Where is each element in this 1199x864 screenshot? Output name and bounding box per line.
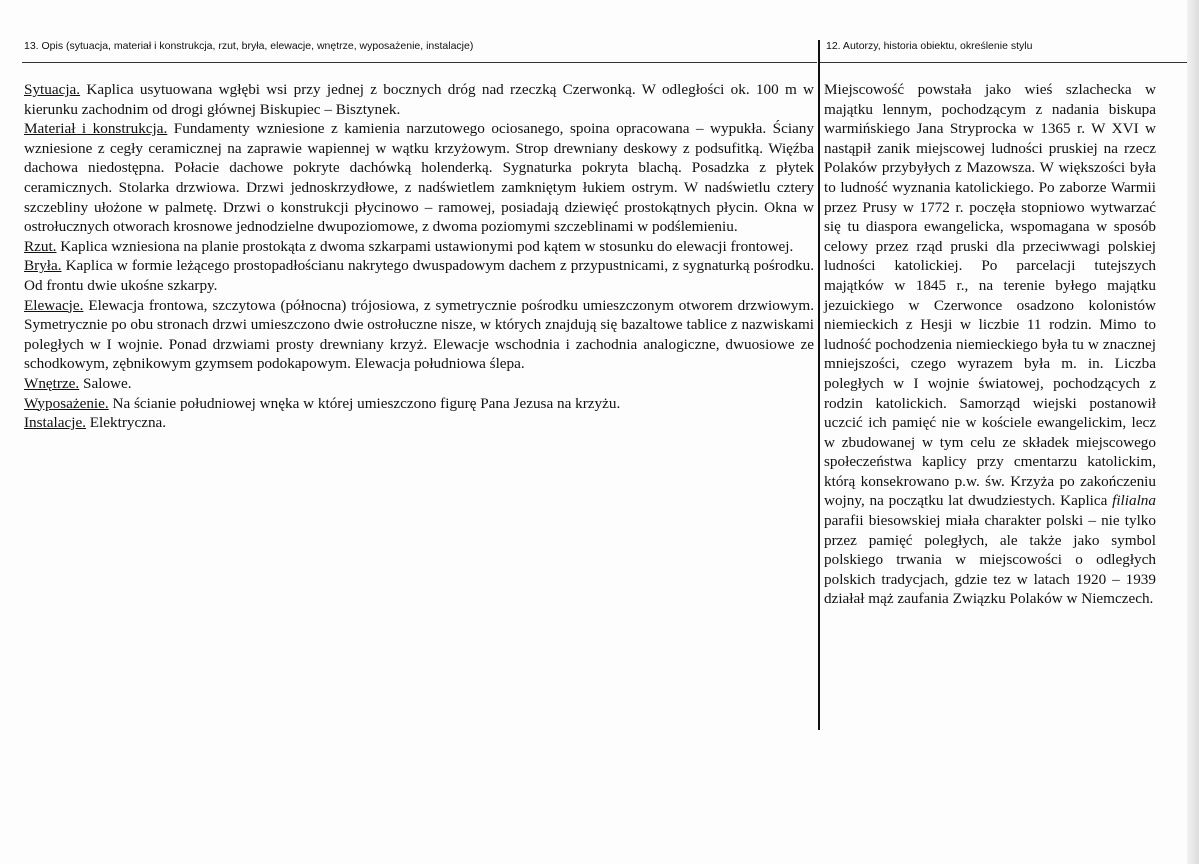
paragraph-instalacje <box>24 413 814 433</box>
paragraph-sytuacja <box>24 80 814 119</box>
paragraph-rzut <box>24 237 814 257</box>
text-elewacje: Elewacja frontowa, szczytowa (północna) trójosiowa, z symetrycznie pośrodku umieszczonym otworem drzwiowym. Symetrycznie po obu stronach drzwi umieszczono dwie ostrołuczne nisze, w których znajdują się bazaltowe tablice z nazwiskami poległych w I wojnie. Ponad drzwiami prosty drewniany krzyż. Elewacje wschodnia i zachodnia analogiczne, dwuosiowe ze schodkowym, zębnikowym gzymsem podokapowym. Elewacja południowa ślepa. <box>24 296 814 373</box>
text-wnetrze: Salowe. <box>79 374 132 392</box>
paragraph-wnetrze <box>24 374 814 394</box>
page-edge-shadow <box>1187 0 1199 864</box>
heading-instalacje: Instalacje. <box>24 414 86 432</box>
heading-material: Materiał i konstrukcja. <box>24 120 168 138</box>
history-column-header: 12. Autorzy, historia obiektu, określenie stylu <box>826 40 1033 52</box>
column-divider <box>818 40 820 730</box>
header-rule-right <box>820 62 1187 63</box>
text-instalacje: Elektryczna. <box>85 414 167 432</box>
text-bryla: Kaplica w formie leżącego prostopadłościanu nakrytego dwuspadowym dachem z przypustnicami, z sygnaturką pośrodku. Od frontu dwie ukośne szkarpy. <box>24 257 814 294</box>
heading-elewacje: Elewacje. <box>24 296 84 314</box>
history-text <box>824 80 1156 609</box>
paragraph-wyposazenie <box>24 394 814 414</box>
paragraph-material <box>24 119 814 237</box>
paragraph-bryla <box>24 256 814 295</box>
heading-sytuacja: Sytuacja. <box>24 81 81 98</box>
heading-wnetrze: Wnętrze. <box>24 374 80 392</box>
description-column-header: 13. Opis (sytuacja, materiał i konstrukcja, rzut, bryła, elewacje, wnętrze, wyposażenie, instalacje) <box>24 40 474 52</box>
heading-wyposazenie: Wyposażenie. <box>24 394 109 412</box>
text-material: Fundamenty wzniesione z kamienia narzutowego ociosanego, spoina opracowana – wypukła. Ściany wzniesione z cegły ceramicznej na zaprawie wapiennej w wątku krzyżowym. Strop drewniany deskowy z podsufitką. Więźba dachowa niedostępna. Połacie dachowe pokryte dachówką holenderką. Sygnaturka pokryta blachą. Posadzka z płytek ceramicznych. Stolarka drzwiowa. Drzwi jednoskrzydłowe, z nadświetlem zamkniętym łukiem ostrym. W nadświetlu cztery szczebliny ułożone w palmetę. Drzwi o konstrukcji płycinowo – ramowej, posiadają dziewięć prostokątnych płycin. Okna w ostrołucznych otworach krosnowe jednodzielne dwupoziomowe, z dwoma poziomymi szczeblinami w podślemieniu. <box>24 120 814 236</box>
text-rzut: Kaplica wzniesiona na planie prostokąta z dwoma szkarpami ustawionymi pod kątem w stosunku do elewacji frontowej. <box>56 237 794 255</box>
text-wyposazenie: Na ścianie południowej wnęka w której umieszczono figurę Pana Jezusa na krzyżu. <box>108 394 621 412</box>
history-text-part1: Miejscowość powstała jako wieś szlachecka w majątku lennym, pochodzącym z nadania biskupa warmińskiego Jana Stryprocka w 1365 r. W XVI w nastąpił zanik miejscowej ludności pruskiej na rzecz Polaków przybyłych z Mazowsza. W większości była to ludność wyznania katolickiego. Po zaborze Warmii przez Prusy w 1772 r. poczęła stopniowo wytwarzać się tu diaspora ewangelicka, wspomagana w sposób celowy przez rząd pruski dla przeciwwagi polskiej ludności katolickiej. Po parcelacji tutejszych majątków w 1845 r., na terenie byłego majątku jezuickiego w Czerwonce osadzono kolonistów niemieckich z Hesji w liczbie 11 rodzin. Mimo to ludność pochodzenia niemieckiego była tu w znacznej mniejszości, czego wyrazem była m. in. Liczba poległych w I wojnie światowej, pochodzących z rodzin katolickich. Samorząd wiejski postanowił uczcić ich pamięć nie w kościele ewangelickim, lecz w zbudowanej w tym celu ze składek miejscowego społeczeństwa kaplicy przy cmentarzu katolickim, którą konsekrowano p.w. św. Krzyża po zakończeniu wojny, na początku lat dwudziestych. Kaplica <box>824 81 1156 510</box>
history-italic-word: filialna <box>1112 492 1156 510</box>
history-text-part2: parafii biesowskiej miała charakter polski – nie tylko przez pamięć poległych, ale także jako symbol polskiego trwania w miejscowości o odległych polskich tradycjach, gdzie tez w latach 1920 – 1939 działał mąż zaufania Związku Polaków w Niemczech. <box>824 512 1156 608</box>
heading-bryla: Bryła. <box>24 257 62 275</box>
heading-rzut: Rzut. <box>24 237 57 255</box>
description-column <box>24 80 814 433</box>
header-rule-left <box>22 62 817 63</box>
text-sytuacja: Kaplica usytuowana wgłębi wsi przy jednej z bocznych dróg nad rzeczką Czerwonką. W odległości ok. 100 m w kierunku zachodnim od drogi głównej Biskupiec – Bisztynek. <box>24 81 814 118</box>
paragraph-elewacje <box>24 296 814 374</box>
